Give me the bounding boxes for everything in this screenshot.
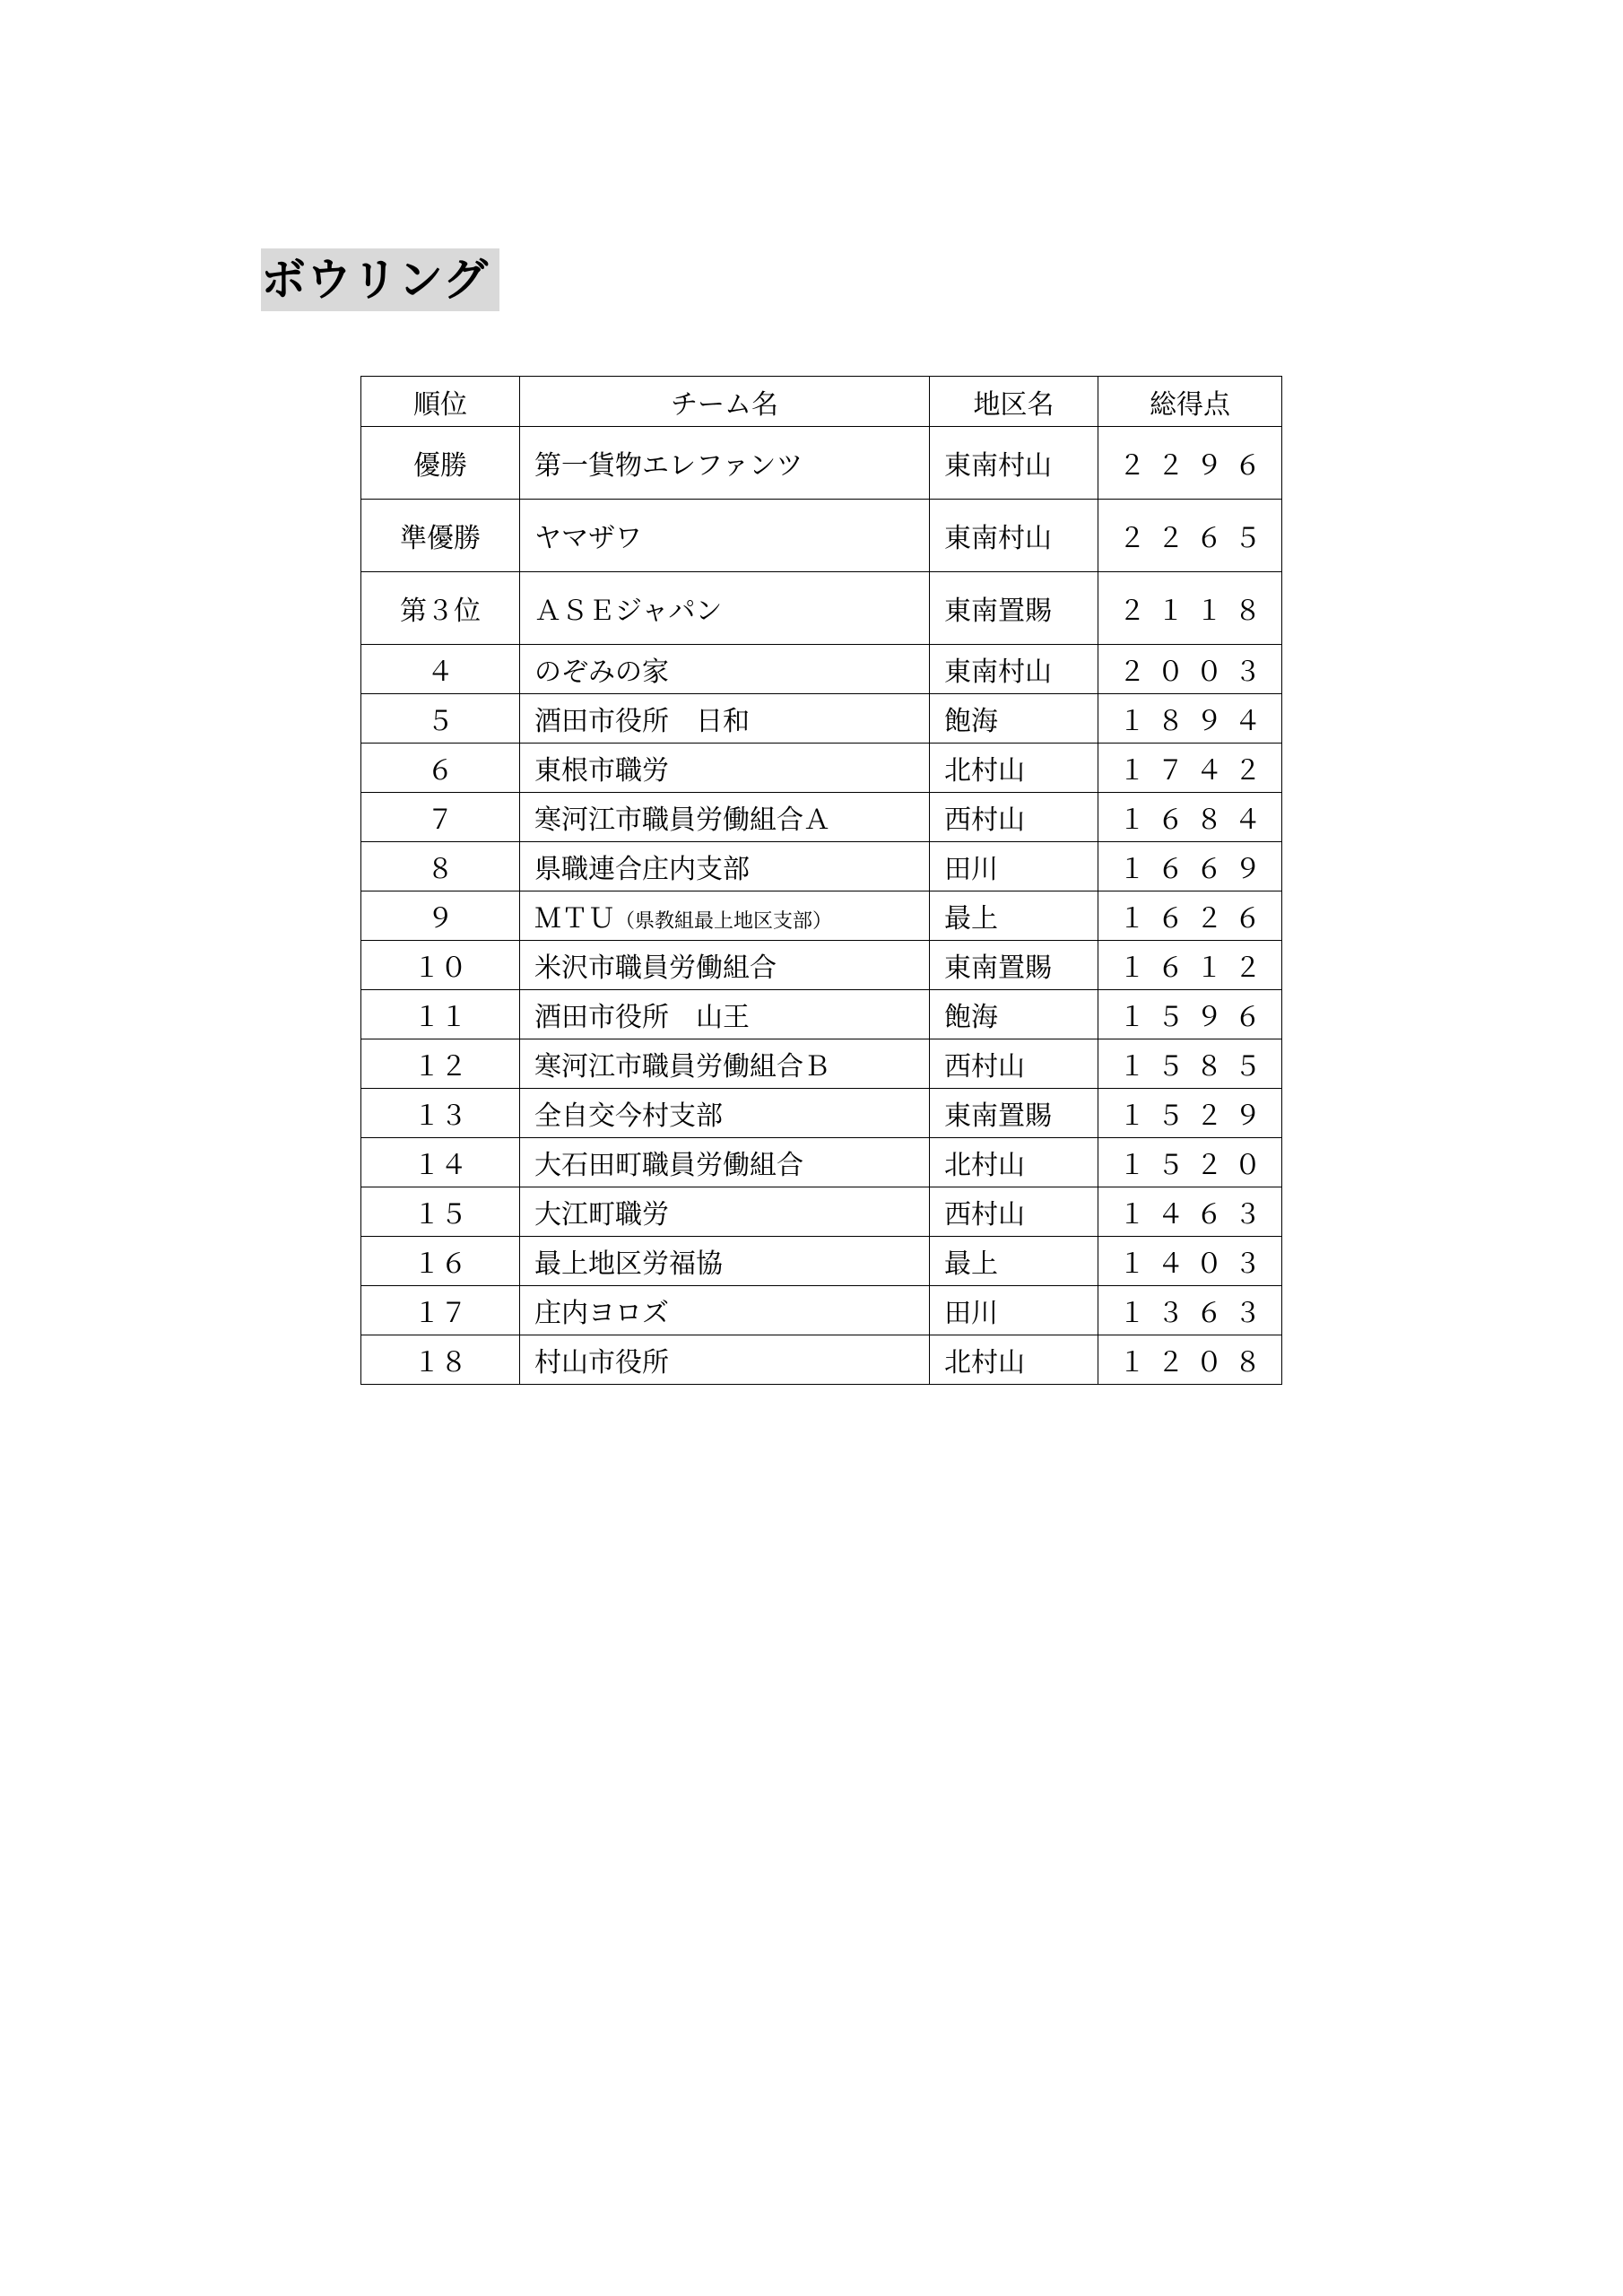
- region-cell: 東南置賜: [930, 941, 1098, 990]
- table-row: [361, 941, 1282, 990]
- rank-cell: １７: [361, 1286, 520, 1335]
- region-cell: 西村山: [930, 793, 1098, 842]
- table-row: [361, 1187, 1282, 1237]
- score-cell: １５９６: [1098, 990, 1282, 1039]
- team-cell: ヤマザワ: [520, 500, 930, 572]
- region-cell: 田川: [930, 842, 1098, 891]
- score-cell: １４６３: [1098, 1187, 1282, 1237]
- table-row: [361, 1237, 1282, 1286]
- score-cell: ２２６５: [1098, 500, 1282, 572]
- table-row: [361, 645, 1282, 694]
- team-cell: 第一貨物エレファンツ: [520, 427, 930, 500]
- score-cell: １６６９: [1098, 842, 1282, 891]
- rank-cell: ８: [361, 842, 520, 891]
- table-row: [361, 427, 1282, 500]
- table-row: [361, 694, 1282, 744]
- table-row: [361, 1039, 1282, 1089]
- score-cell: ２００３: [1098, 645, 1282, 694]
- rank-cell: 準優勝: [361, 500, 520, 572]
- region-cell: 西村山: [930, 1039, 1098, 1089]
- score-cell: １４０３: [1098, 1237, 1282, 1286]
- rank-cell: １８: [361, 1335, 520, 1385]
- region-cell: 田川: [930, 1286, 1098, 1335]
- rank-cell: １２: [361, 1039, 520, 1089]
- rank-cell: ７: [361, 793, 520, 842]
- region-cell: 東南村山: [930, 645, 1098, 694]
- score-cell: １３６３: [1098, 1286, 1282, 1335]
- region-cell: 東南置賜: [930, 1089, 1098, 1138]
- score-cell: １８９４: [1098, 694, 1282, 744]
- page-title: ボウリング: [261, 248, 499, 311]
- rank-cell: １０: [361, 941, 520, 990]
- rank-cell: ９: [361, 891, 520, 941]
- team-cell: 酒田市役所 山王: [520, 990, 930, 1039]
- table-header-row: [361, 377, 1282, 427]
- team-cell: 寒河江市職員労働組合Ａ: [520, 793, 930, 842]
- score-cell: １２０８: [1098, 1335, 1282, 1385]
- table-row: [361, 1335, 1282, 1385]
- score-cell: １６２６: [1098, 891, 1282, 941]
- team-cell: [520, 891, 930, 941]
- header-rank: 順位: [361, 377, 520, 427]
- rank-cell: １３: [361, 1089, 520, 1138]
- results-table: [360, 376, 1282, 1385]
- table-row: [361, 1138, 1282, 1187]
- region-cell: 飽海: [930, 990, 1098, 1039]
- score-cell: １５８５: [1098, 1039, 1282, 1089]
- score-cell: １５２０: [1098, 1138, 1282, 1187]
- table-row: [361, 793, 1282, 842]
- rank-cell: 第３位: [361, 572, 520, 645]
- team-cell: 大江町職労: [520, 1187, 930, 1237]
- score-cell: １６８４: [1098, 793, 1282, 842]
- score-cell: １７４２: [1098, 744, 1282, 793]
- rank-cell: １４: [361, 1138, 520, 1187]
- rank-cell: 優勝: [361, 427, 520, 500]
- team-cell: 東根市職労: [520, 744, 930, 793]
- header-region: 地区名: [930, 377, 1098, 427]
- team-cell: 寒河江市職員労働組合Ｂ: [520, 1039, 930, 1089]
- table-row: [361, 572, 1282, 645]
- score-cell: ２１１８: [1098, 572, 1282, 645]
- team-note: （県教組最上地区支部）: [615, 910, 833, 933]
- region-cell: 最上: [930, 1237, 1098, 1286]
- score-cell: １５２９: [1098, 1089, 1282, 1138]
- region-cell: 西村山: [930, 1187, 1098, 1237]
- region-cell: 東南村山: [930, 427, 1098, 500]
- region-cell: 東南置賜: [930, 572, 1098, 645]
- table-row: [361, 744, 1282, 793]
- table-row: [361, 1089, 1282, 1138]
- rank-cell: ４: [361, 645, 520, 694]
- team-cell: のぞみの家: [520, 645, 930, 694]
- table-row: [361, 1286, 1282, 1335]
- team-name: ＭＴＵ: [534, 903, 615, 935]
- header-score: 総得点: [1098, 377, 1282, 427]
- region-cell: 東南村山: [930, 500, 1098, 572]
- rank-cell: ６: [361, 744, 520, 793]
- rank-cell: １１: [361, 990, 520, 1039]
- table-row: [361, 990, 1282, 1039]
- table-row: [361, 500, 1282, 572]
- rank-cell: １５: [361, 1187, 520, 1237]
- score-cell: ２２９６: [1098, 427, 1282, 500]
- team-cell: ＡＳＥジャパン: [520, 572, 930, 645]
- score-cell: １６１２: [1098, 941, 1282, 990]
- region-cell: 北村山: [930, 1335, 1098, 1385]
- table-row: [361, 842, 1282, 891]
- rank-cell: １６: [361, 1237, 520, 1286]
- team-cell: 村山市役所: [520, 1335, 930, 1385]
- team-cell: 酒田市役所 日和: [520, 694, 930, 744]
- table-row: [361, 891, 1282, 941]
- region-cell: 北村山: [930, 744, 1098, 793]
- team-cell: 県職連合庄内支部: [520, 842, 930, 891]
- region-cell: 飽海: [930, 694, 1098, 744]
- team-cell: 米沢市職員労働組合: [520, 941, 930, 990]
- team-cell: 最上地区労福協: [520, 1237, 930, 1286]
- region-cell: 最上: [930, 891, 1098, 941]
- header-team: チーム名: [520, 377, 930, 427]
- team-cell: 庄内ヨロズ: [520, 1286, 930, 1335]
- region-cell: 北村山: [930, 1138, 1098, 1187]
- rank-cell: ５: [361, 694, 520, 744]
- team-cell: 全自交今村支部: [520, 1089, 930, 1138]
- team-cell: 大石田町職員労働組合: [520, 1138, 930, 1187]
